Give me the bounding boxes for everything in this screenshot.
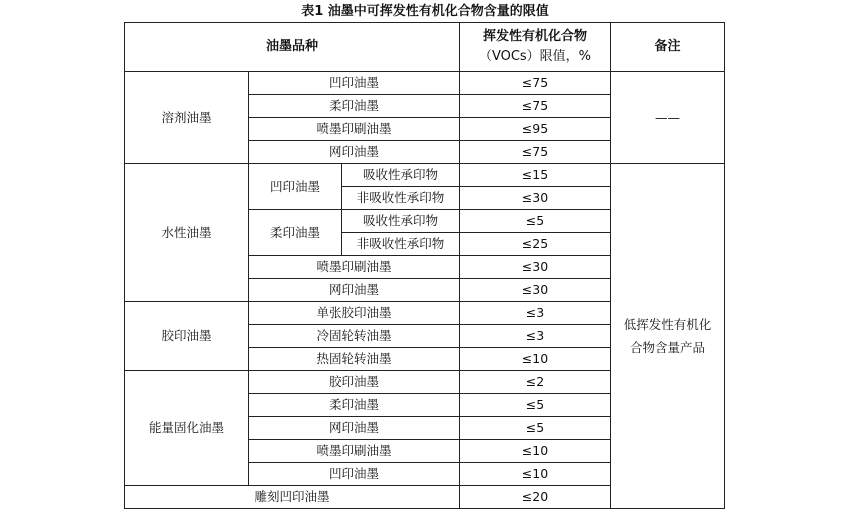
table-row — [125, 72, 725, 95]
note-low-voc: 低挥发性有机化合物含量产品 — [611, 164, 725, 509]
header-voc-limit — [460, 23, 611, 72]
substrate-name: 非吸收性承印物 — [342, 187, 460, 210]
substrate-name: 吸收性承印物 — [342, 210, 460, 233]
voc-limit: ≤10 — [460, 463, 611, 486]
voc-limit: ≤5 — [460, 210, 611, 233]
ink-name: 凹印油墨 — [249, 72, 460, 95]
table-row — [125, 164, 725, 187]
voc-limit: ≤30 — [460, 279, 611, 302]
voc-limit: ≤10 — [460, 440, 611, 463]
ink-name: 单张胶印油墨 — [249, 302, 460, 325]
ink-name: 喷墨印刷油墨 — [249, 256, 460, 279]
voc-limit: ≤10 — [460, 348, 611, 371]
header-row — [125, 23, 725, 72]
voc-limit: ≤30 — [460, 256, 611, 279]
voc-limits-table — [124, 22, 725, 509]
header-voc-line2: （VOCs）限值，% — [478, 49, 592, 64]
group-label-water: 水性油墨 — [125, 164, 249, 302]
ink-name: 网印油墨 — [249, 279, 460, 302]
ink-name: 凹印油墨 — [249, 463, 460, 486]
ink-name: 网印油墨 — [249, 141, 460, 164]
ink-name-engraved: 雕刻凹印油墨 — [125, 486, 460, 509]
substrate-name: 非吸收性承印物 — [342, 233, 460, 256]
subgroup-label-gravure: 凹印油墨 — [249, 164, 342, 210]
voc-limit: ≤2 — [460, 371, 611, 394]
ink-name: 网印油墨 — [249, 417, 460, 440]
ink-name: 冷固轮转油墨 — [249, 325, 460, 348]
ink-name: 喷墨印刷油墨 — [249, 118, 460, 141]
group-label-solvent: 溶剂油墨 — [125, 72, 249, 164]
header-note: 备注 — [611, 23, 725, 72]
voc-limit: ≤95 — [460, 118, 611, 141]
voc-limit: ≤75 — [460, 72, 611, 95]
ink-name: 柔印油墨 — [249, 95, 460, 118]
header-voc-line1: 挥发性有机化合物 — [482, 29, 587, 44]
voc-limit: ≤30 — [460, 187, 611, 210]
group-label-offset: 胶印油墨 — [125, 302, 249, 371]
voc-limit: ≤75 — [460, 141, 611, 164]
ink-name: 柔印油墨 — [249, 394, 460, 417]
ink-name: 喷墨印刷油墨 — [249, 440, 460, 463]
voc-limit: ≤15 — [460, 164, 611, 187]
group-label-energy: 能量固化油墨 — [125, 371, 249, 486]
voc-limit: ≤3 — [460, 325, 611, 348]
voc-limit: ≤5 — [460, 417, 611, 440]
substrate-name: 吸收性承印物 — [342, 164, 460, 187]
voc-limit: ≤20 — [460, 486, 611, 509]
note-solvent: —— — [611, 72, 725, 164]
header-ink-category: 油墨品种 — [125, 23, 460, 72]
ink-name: 热固轮转油墨 — [249, 348, 460, 371]
voc-limit: ≤75 — [460, 95, 611, 118]
voc-limit: ≤3 — [460, 302, 611, 325]
ink-name: 胶印油墨 — [249, 371, 460, 394]
table-caption: 表1 油墨中可挥发性有机化合物含量的限值 — [301, 4, 549, 19]
voc-limit: ≤25 — [460, 233, 611, 256]
voc-limit: ≤5 — [460, 394, 611, 417]
subgroup-label-flexo: 柔印油墨 — [249, 210, 342, 256]
